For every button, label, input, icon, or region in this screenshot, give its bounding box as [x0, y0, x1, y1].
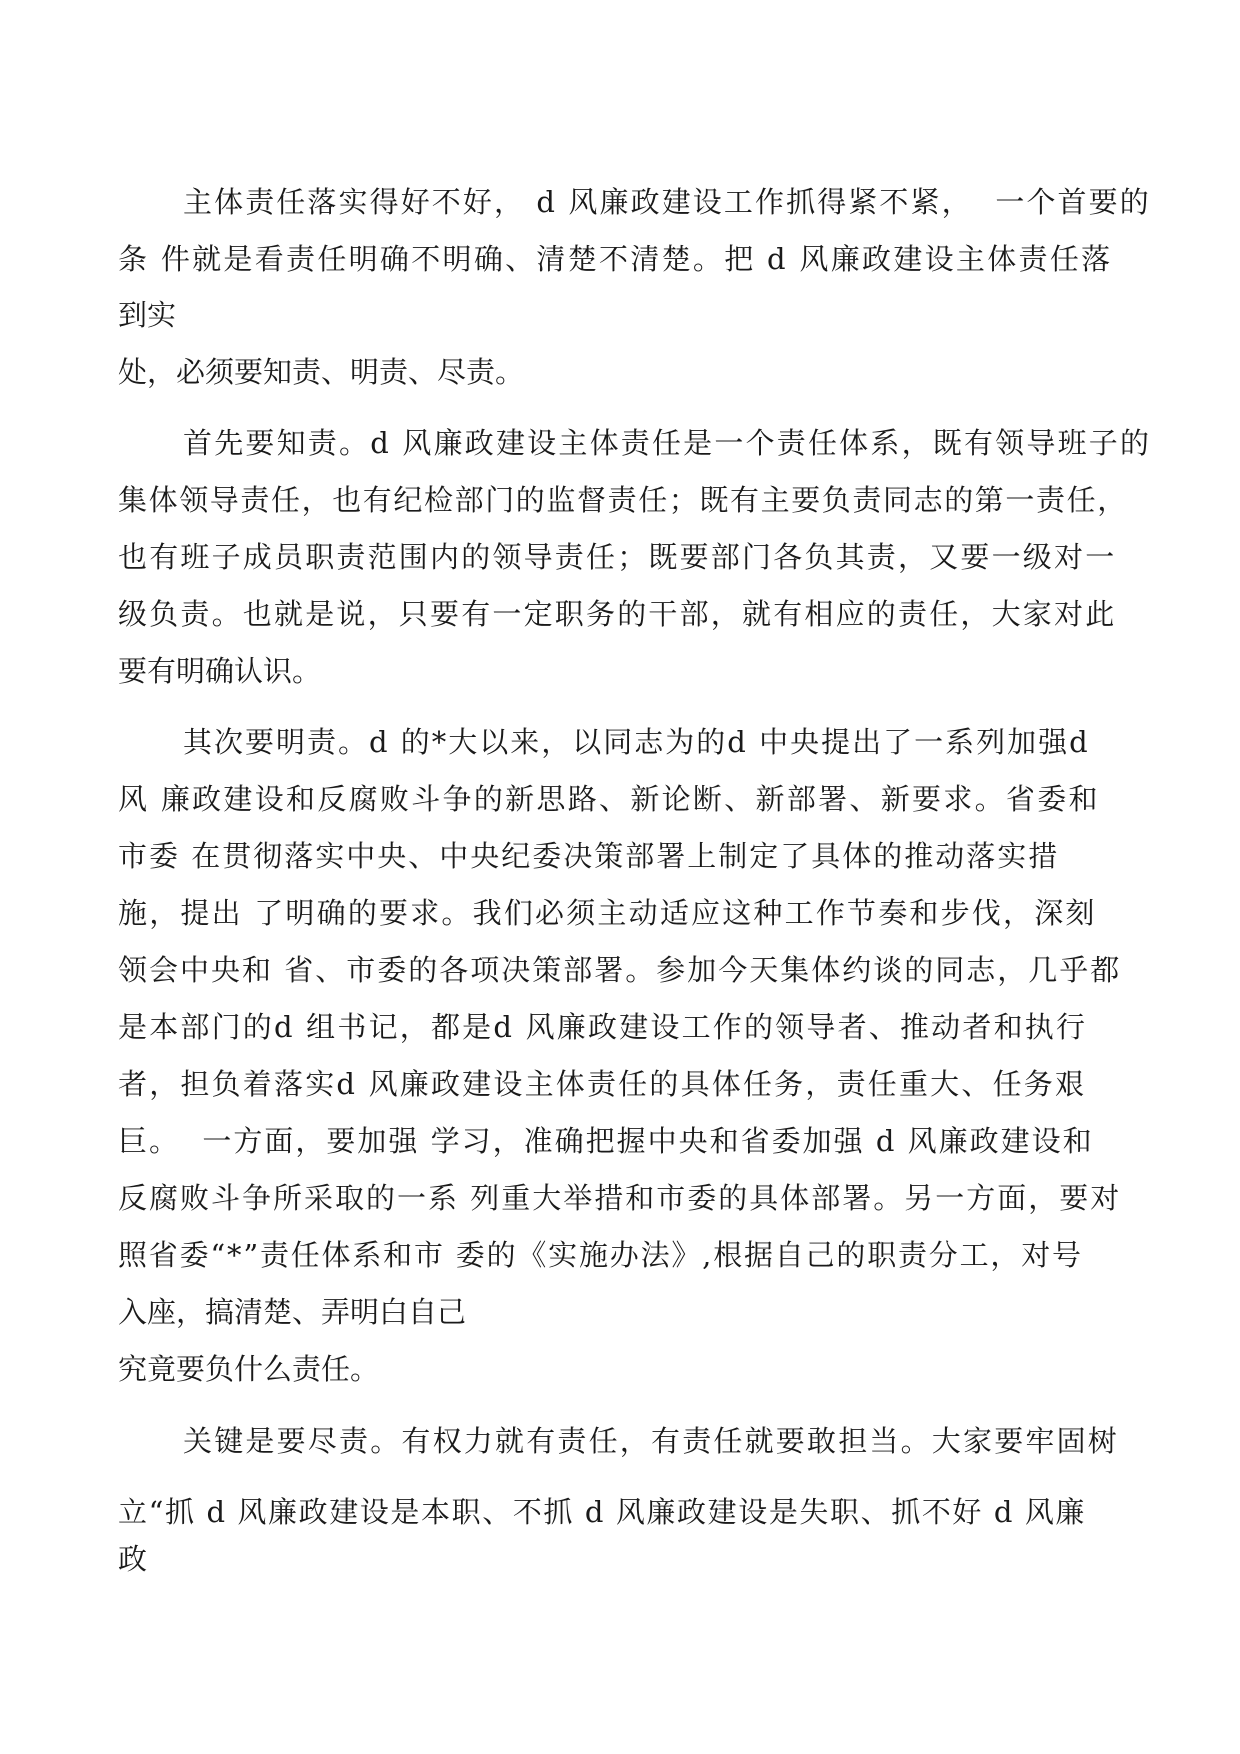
- text-line: 立“抓 d 风廉政建设是本职、不抓 d 风廉政建设是失职、抓不好 d 风廉: [118, 1495, 1087, 1529]
- text-line: 政: [118, 1542, 148, 1576]
- text-line: 入座，搞清楚、弄明白自己: [118, 1295, 467, 1329]
- text-line: 风 廉政建设和反腐败斗争的新思路、新论断、新部署、新要求。省委和: [118, 782, 1100, 816]
- text-line: 巨。 一方面，要加强 学习，准确把握中央和省委加强 d 风廉政建设和: [118, 1124, 1094, 1158]
- text-line: 级负责。也就是说，只要有一定职务的干部，就有相应的责任，大家对此: [118, 597, 1117, 631]
- text-line: 主体责任落实得好不好， d 风廉政建设工作抓得紧不紧， 一个首要的: [183, 185, 1151, 219]
- text-line: 市委 在贯彻落实中央、中央纪委决策部署上制定了具体的推动落实措: [118, 839, 1060, 873]
- text-line: 究竟要负什么责任。: [118, 1352, 380, 1386]
- text-line: 处，必须要知责、明责、尽责。: [118, 355, 525, 389]
- text-line: 要有明确认识。: [118, 654, 322, 688]
- text-line: 集体领导责任，也有纪检部门的监督责任；既有主要负责同志的第一责任，: [118, 483, 1128, 517]
- text-line: 是本部门的d 组书记，都是d 风廉政建设工作的领导者、推动者和执行: [118, 1010, 1088, 1044]
- text-line: 施，提出 了明确的要求。我们必须主动适应这种工作节奏和步伐，深刻: [118, 896, 1097, 930]
- text-line: 照省委“*”责任体系和市 委的《实施办法》,根据自己的职责分工，对号: [118, 1238, 1083, 1272]
- text-line: 到实: [118, 298, 177, 332]
- text-line: 条 件就是看责任明确不明确、清楚不清楚。把 d 风廉政建设主体责任落: [118, 242, 1113, 276]
- text-line: 领会中央和 省、市委的各项决策部署。参加今天集体约谈的同志，几乎都: [118, 953, 1122, 987]
- text-line: 反腐败斗争所采取的一系 列重大举措和市委的具体部署。另一方面，要对: [118, 1181, 1122, 1215]
- text-line: 关键是要尽责。有权力就有责任，有责任就要敢担当。大家要牢固树: [183, 1424, 1120, 1458]
- text-line: 也有班子成员职责范围内的领导责任；既要部门各负其责，又要一级对一: [118, 540, 1117, 574]
- text-line: 者，担负着落实d 风廉政建设主体责任的具体任务，责任重大、任务艰: [118, 1067, 1087, 1101]
- text-line: 其次要明责。d 的*大以来，以同志为的d 中央提出了一系列加强d: [183, 725, 1090, 759]
- text-line: 首先要知责。d 风廉政建设主体责任是一个责任体系，既有领导班子的: [183, 426, 1152, 460]
